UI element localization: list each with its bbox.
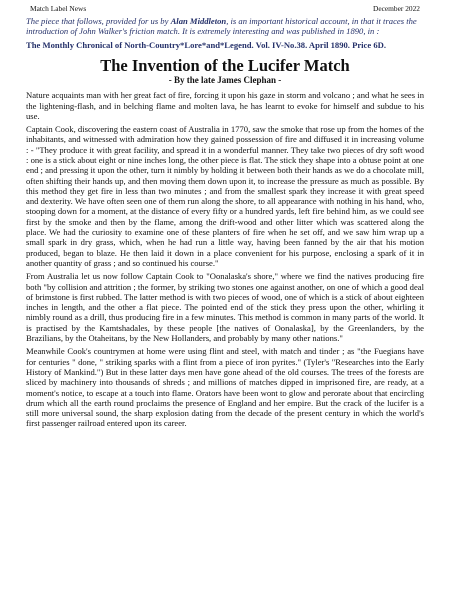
intro-before: The piece that follows, provided for us by [26,16,171,26]
intro-after: , is an important historical account, in that it traces the introduction of John Walker's friction match. It is extremely interesting and was published in 1890, in : [26,16,417,37]
source-citation: The Monthly Chronical of North-Country*Lore*and*Legend. Vol. IV-No.38. April 1890. Price 6D. [26,39,386,50]
issue-date: December 2022 [373,4,420,13]
article-paragraph: Nature acquaints man with her great fact of fire, forcing it upon his gaze in storm and volcano ; and what he sees in the lightening-flash, and in belching flame and molten lava, he has learnt to evoke for himself and subdue to his use. [26,90,424,121]
newsletter-name: Match Label News [30,4,87,13]
page-header [30,4,420,13]
article-byline: - By the late James Clephan - [168,75,282,86]
intro-author: Alan Middleton [170,16,227,26]
article-paragraph: Meanwhile Cook's countrymen at home were using flint and steel, with match and tinder ; as "the Fuegians have for centuries " done, " striking sparks with a flint from a piece of iron pyrites." (Tyler's "Researches into the Early History of Mankind.") But in these latter days men have gone ahead of the old courses. The trees of the forests are sliced by machinery into thousands of shreds ; and millions of matches dipped in imprisoned fire, are ready, at a moment's notice, to escape at a touch into flame. Orators have been wont to glow and perorate about that encircling drum which all the earth round proclaims the presence of England and her empire. But the crack of the lucifer is a still more universal sound, the sharp explosion dating from the decade of the present century in which the world's first passenger railroad entered upon its career. [26,346,424,429]
article-paragraph: From Australia let us now follow Captain Cook to "Oonalaska's shore," where we find the natives producing fire both "by collision and attrition ; the former, by striking two stones one against another, on one of which a good deal of brimstone is first rubbed. The latter method is with two pieces of wood, one of which is a stick of about eighteen inches in length, and the other a flat piece. The pointed end of the stick they press upon the other, whirling it nimbly round as a drill, thus producing fire in a few minutes. This method is common in many parts of the world. It is practised by the Kamtshadales, by these people [the natives of Oonalaska], by the Greenlanders, by the Brazilians, by the Otaheitans, by the New Hollanders, and probably by many other nations." [26,271,424,344]
article-paragraph: Captain Cook, discovering the eastern coast of Australia in 1770, saw the smoke that rose up from the homes of the inhabitants, and witnessed with admiration how they gained possession of fire and diffused it in increasing volume : - "They produce it with great facility, and spread it in a wonderful manner. They take two pieces of dry soft wood : one is a stick about eight or nine inches long, the other piece is flat. The stick they shape into a obtuse point at one end ; and pressing it upon the other, turn it nimbly by holding it between both their hands as we do a chocolate mill, often shifting their hands up, and then moving them down upon it, to increase the pressure as much as possible. By this method they get fire in less than two minutes ; and from the smallest spark they increase it with great speed and dexterity. We have often seen one of them run along the shore, to all appearance with nothing in his hand, who, stooping down for a moment, at the distance of every fifty or a hundred yards, left fire behind him, as we could see first by the smoke and then by the flame, among the drift-wood and other litter which was scattered along the place. We had the curiosity to examine one of these planters of fire when he set off, and we saw him wrap up a small spark in dry grass, which, when he had run a little way, having been fanned by the air that his motion produced, began to blaze. He then laid it down in a place convenient for his purpose, enclosing a spark of it in another quantity of grass ; and so continued his course." [26,124,424,268]
intro-note [26,16,424,37]
article-title: The Invention of the Lucifer Match [100,56,350,76]
